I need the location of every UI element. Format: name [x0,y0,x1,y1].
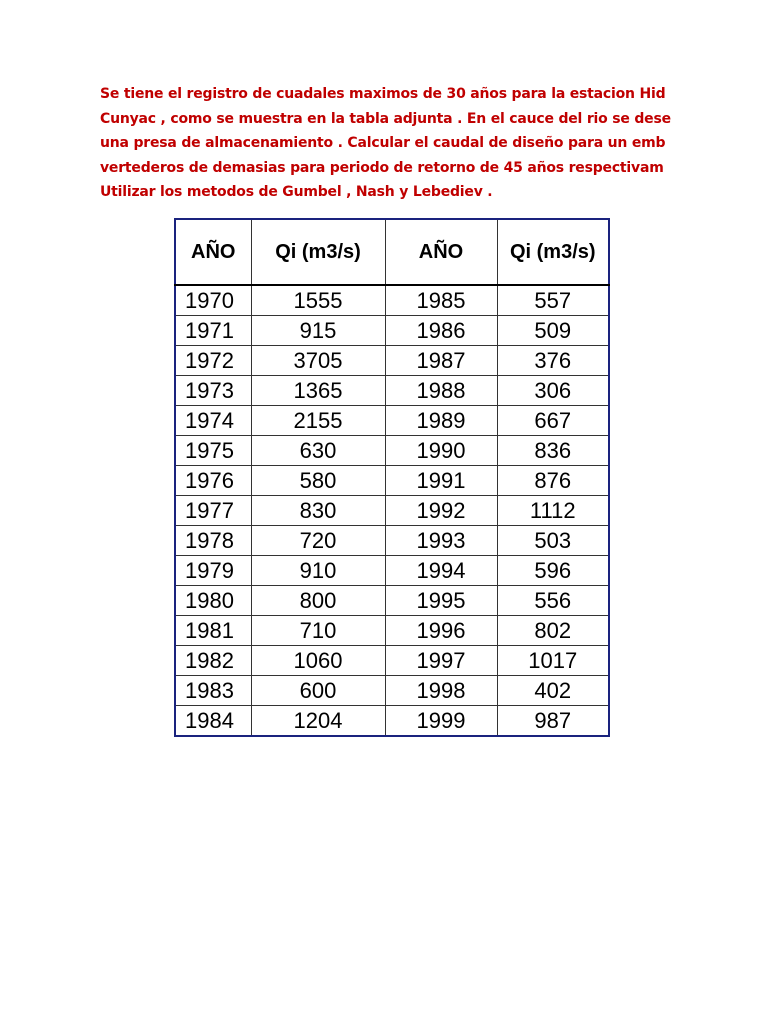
cell-year: 1979 [175,556,251,586]
problem-statement [100,82,680,205]
cell-discharge: 1017 [497,646,609,676]
cell-year: 1975 [175,436,251,466]
cell-year: 1997 [385,646,497,676]
cell-discharge: 876 [497,466,609,496]
cell-year: 1984 [175,706,251,737]
header-year-1: AÑO [175,219,251,285]
cell-year: 1977 [175,496,251,526]
table-row [175,496,609,526]
problem-line: Se tiene el registro de cuadales maximos de 30 años para la estacion Hid [100,86,666,102]
cell-discharge: 630 [251,436,385,466]
cell-discharge: 503 [497,526,609,556]
cell-discharge: 720 [251,526,385,556]
cell-year: 1986 [385,316,497,346]
cell-year: 1972 [175,346,251,376]
problem-line: Cunyac , como se muestra en la tabla adjunta . En el cauce del rio se dese [100,110,671,127]
table-row [175,556,609,586]
cell-year: 1971 [175,316,251,346]
cell-year: 1985 [385,285,497,316]
cell-discharge: 836 [497,436,609,466]
cell-discharge: 402 [497,676,609,706]
problem-line: Utilizar los metodos de Gumbel , Nash y Lebediev . [100,184,493,200]
table-row [175,676,609,706]
cell-year: 1989 [385,406,497,436]
table-row [175,436,609,466]
cell-year: 1996 [385,616,497,646]
cell-discharge: 596 [497,556,609,586]
cell-discharge: 915 [251,316,385,346]
cell-discharge: 667 [497,406,609,436]
cell-discharge: 600 [251,676,385,706]
cell-year: 1992 [385,496,497,526]
cell-year: 1999 [385,706,497,737]
cell-discharge: 2155 [251,406,385,436]
cell-discharge: 556 [497,586,609,616]
table-row [175,706,609,737]
cell-year: 1978 [175,526,251,556]
header-discharge-1: Qi (m3/s) [251,219,385,285]
table-row [175,616,609,646]
table-row [175,406,609,436]
cell-year: 1998 [385,676,497,706]
table-row [175,646,609,676]
header-year-2: AÑO [385,219,497,285]
cell-year: 1970 [175,285,251,316]
cell-discharge: 557 [497,285,609,316]
cell-year: 1991 [385,466,497,496]
table-row [175,346,609,376]
cell-year: 1993 [385,526,497,556]
table-row [175,586,609,616]
cell-discharge: 1060 [251,646,385,676]
cell-year: 1988 [385,376,497,406]
cell-year: 1974 [175,406,251,436]
cell-year: 1983 [175,676,251,706]
cell-discharge: 1112 [497,496,609,526]
cell-discharge: 830 [251,496,385,526]
cell-discharge: 987 [497,706,609,737]
cell-year: 1995 [385,586,497,616]
table-row [175,526,609,556]
table-row [175,376,609,406]
cell-year: 1973 [175,376,251,406]
problem-line: una presa de almacenamiento . Calcular el caudal de diseño para un emb [100,135,666,151]
cell-discharge: 3705 [251,346,385,376]
cell-discharge: 800 [251,586,385,616]
annual-max-discharge-table [174,218,610,737]
table-body [175,285,609,736]
cell-year: 1990 [385,436,497,466]
header-discharge-2: Qi (m3/s) [497,219,609,285]
cell-discharge: 306 [497,376,609,406]
cell-discharge: 1365 [251,376,385,406]
cell-discharge: 710 [251,616,385,646]
cell-year: 1976 [175,466,251,496]
cell-discharge: 509 [497,316,609,346]
cell-discharge: 376 [497,346,609,376]
cell-discharge: 580 [251,466,385,496]
table-row [175,466,609,496]
cell-year: 1994 [385,556,497,586]
cell-year: 1981 [175,616,251,646]
table-header-row [175,219,609,285]
cell-year: 1980 [175,586,251,616]
cell-year: 1982 [175,646,251,676]
cell-year: 1987 [385,346,497,376]
table-row [175,285,609,316]
cell-discharge: 802 [497,616,609,646]
problem-line: vertederos de demasias para periodo de retorno de 45 años respectivam [100,159,664,176]
cell-discharge: 910 [251,556,385,586]
cell-discharge: 1204 [251,706,385,737]
cell-discharge: 1555 [251,285,385,316]
table-row [175,316,609,346]
